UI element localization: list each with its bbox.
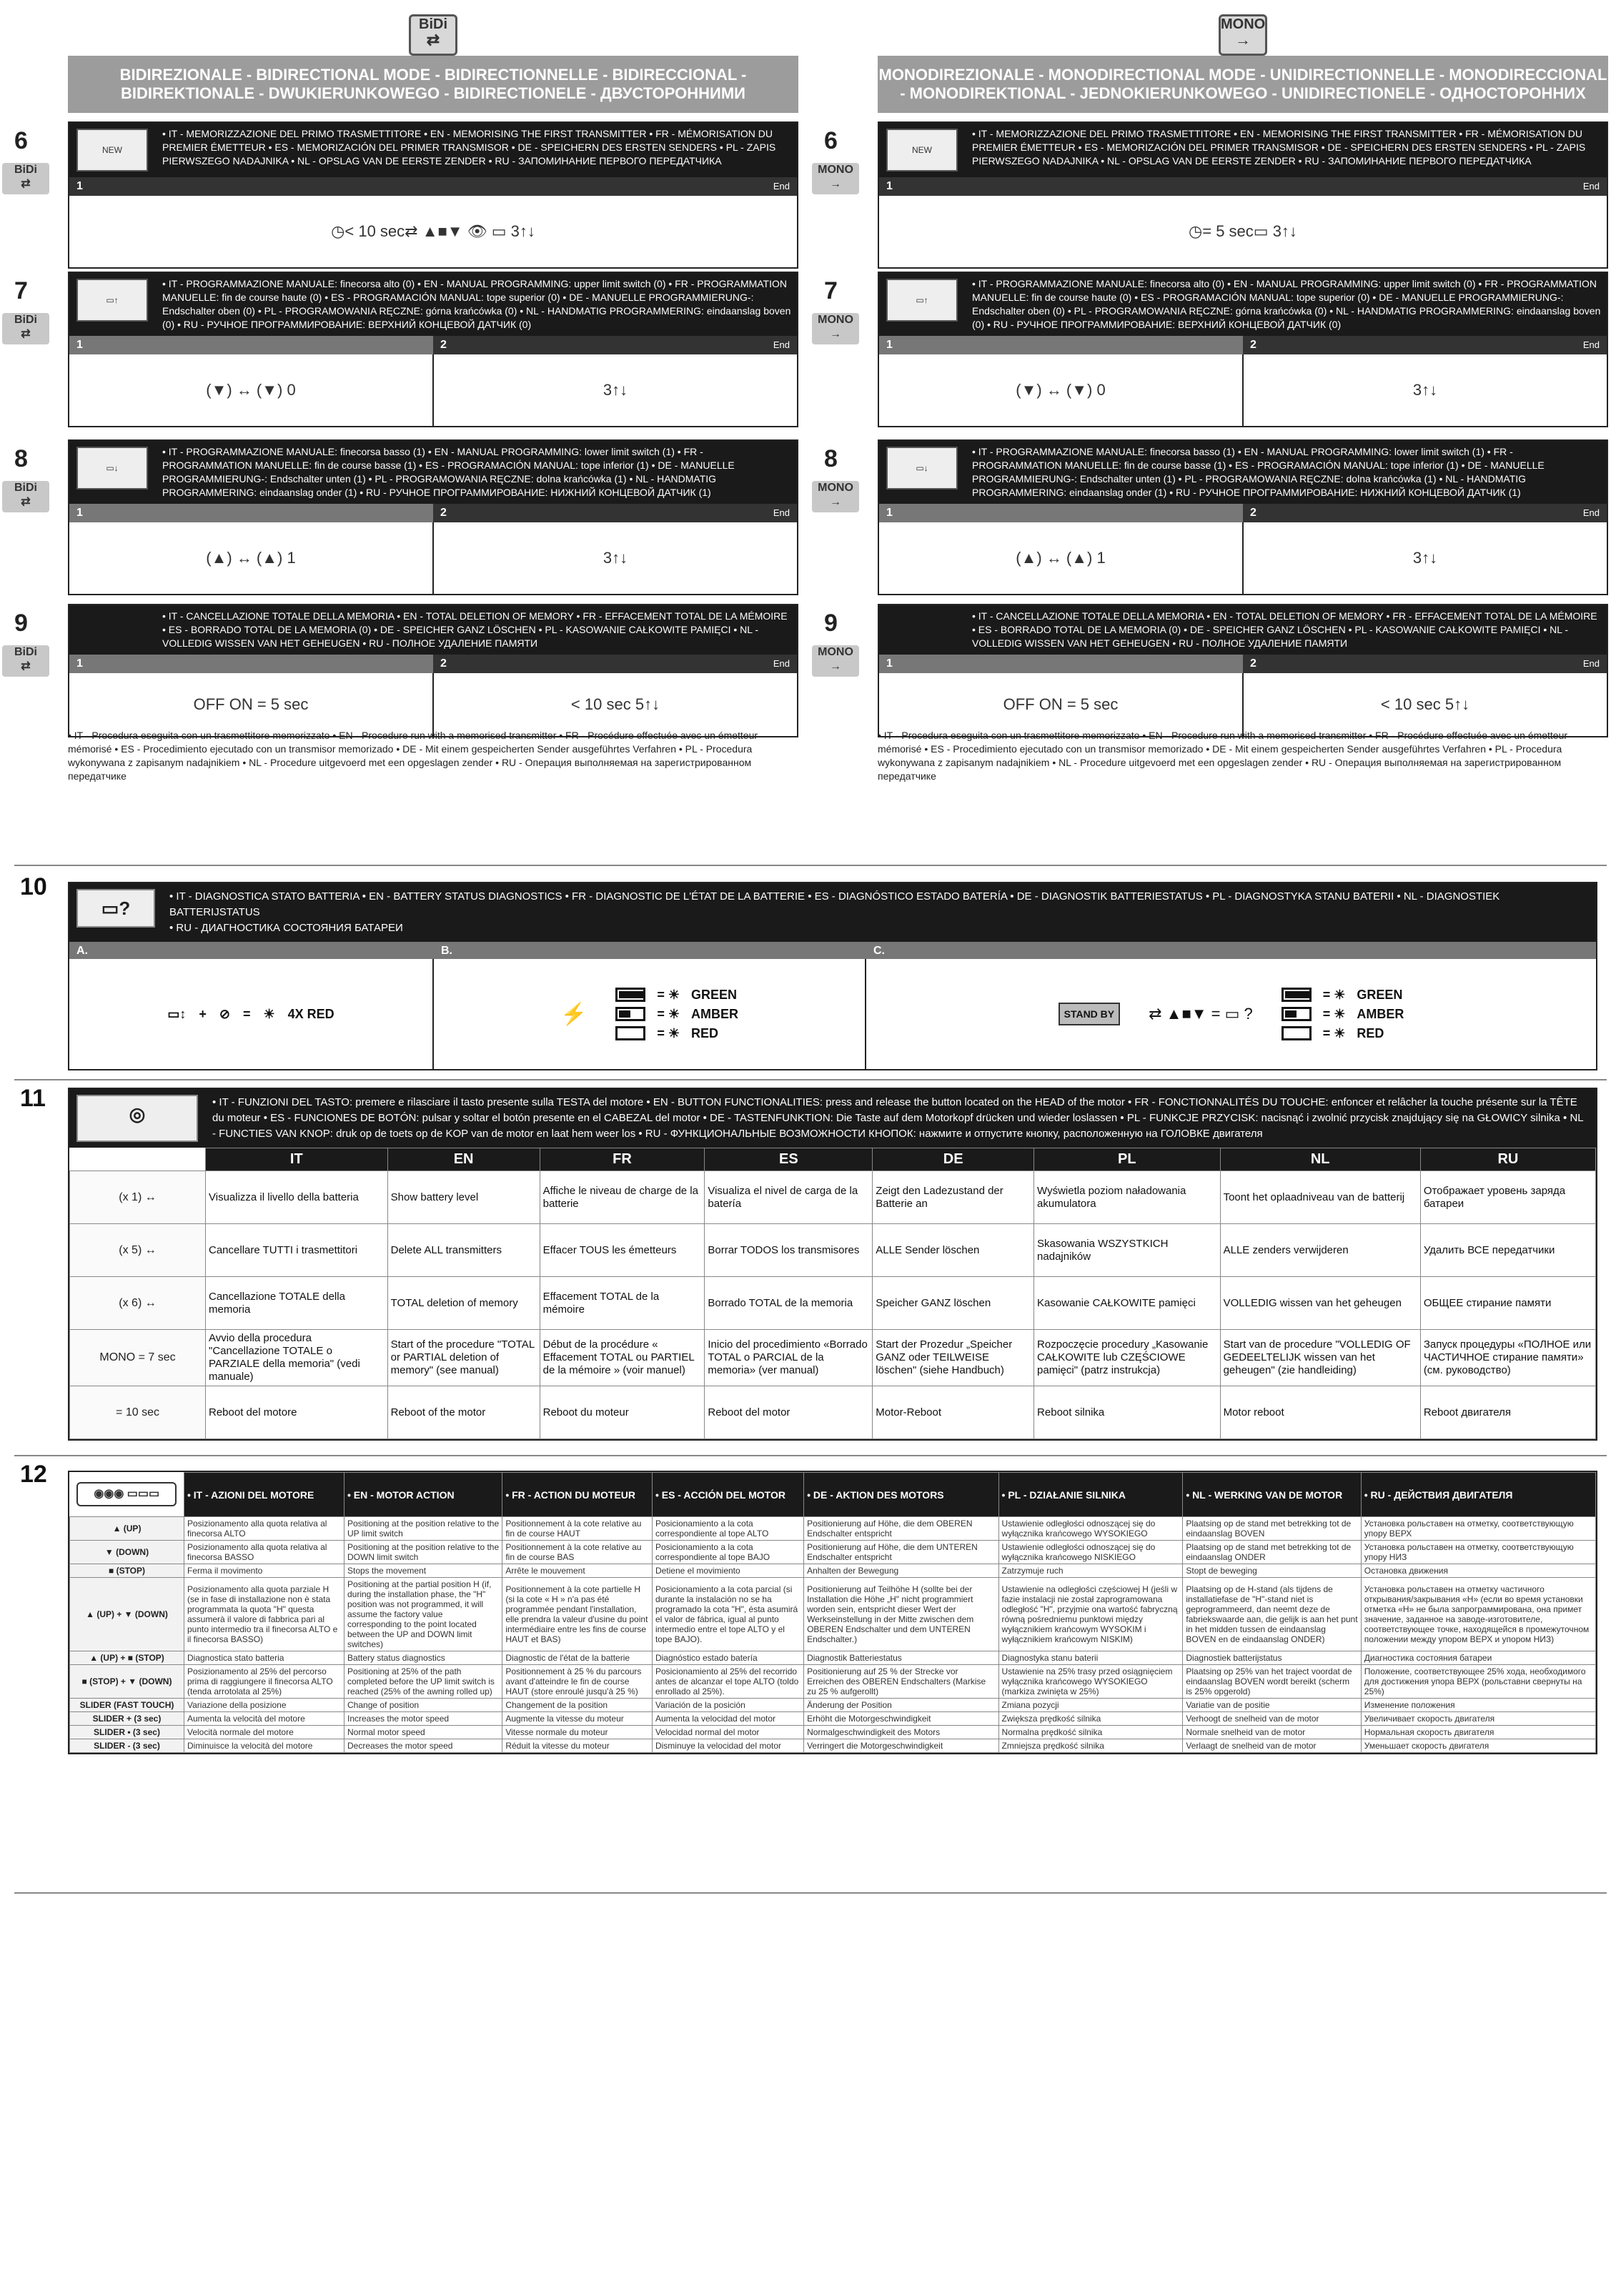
- table-cell: Ustawienie na 25% trasy przed osiągnięciem wyłącznika krańcowego WYSOKIEGO (markiza zwinięta w 25%): [998, 1665, 1183, 1699]
- table-cell: Posizionamento alla quota parziale H (se in fase di installazione non è stata programmata la quota "H" questa assumerà il valore di fabbrica pari al punto intermedio tra il finecorsa ALTO e il finecorsa BASSO): [184, 1578, 344, 1651]
- table-cell: Reboot del motor: [705, 1386, 873, 1439]
- bidi-mini-icon: BiDi ⇄: [2, 163, 49, 194]
- light-icon: ☀: [263, 1006, 275, 1021]
- table-cell: Positionierung auf Höhe, die dem OBEREN Endschalter entspricht: [804, 1517, 998, 1541]
- table-cell: Zmiana pozycji: [998, 1699, 1183, 1712]
- awning-down-icon: ▭↓: [76, 447, 148, 489]
- table-cell: ОБЩЕЕ стирание памяти: [1420, 1277, 1595, 1330]
- table-cell: Diagnostic de l'état de la batterie: [502, 1651, 653, 1665]
- table-cell: Changement de la position: [502, 1699, 653, 1712]
- table-cell: Positioning at the position relative to the UP limit switch: [344, 1517, 502, 1541]
- table-cell: Reboot du moteur: [540, 1386, 705, 1439]
- remote-key-icon: ▲ (UP) + ■ (STOP): [70, 1651, 184, 1665]
- table-cell: Wyświetla poziom naładowania akumulatora: [1034, 1171, 1221, 1224]
- table-cell: Установка рольставен на отметку частичного открывания/закрывания «Н» (если во время установки отметка «Н» не была запрограммирована, она примет значение, заданное на заводе-изготовителе, соответствующее точке, находящейся в промежуточном положении между упором ВЕРХ и упором НИЗ): [1361, 1578, 1595, 1651]
- table-cell: Avvio della procedura "Cancellazione TOTALE o PARZIALE della memoria" (vedi manuale): [206, 1330, 388, 1386]
- table-cell: Variatie van de positie: [1183, 1699, 1361, 1712]
- table-cell: Rozpoczęcie procedury „Kasowanie CAŁKOWITE lub CZĘŚCIOWE pamięci" (patrz instrukcja): [1034, 1330, 1221, 1386]
- lang-header: PL: [1034, 1148, 1221, 1171]
- remote-key-icon: ■ (STOP): [70, 1564, 184, 1578]
- table-cell: Posicionamiento a la cota parcial (si durante la instalación no se ha programado la cota "H", ésta asumirá el valor de fábrica, igual al punto intermedio entre el tope ALTO y el tope BAJO).: [652, 1578, 803, 1651]
- table-row: [70, 1517, 1596, 1541]
- table-cell: Normal motor speed: [344, 1726, 502, 1739]
- lang-header: NL: [1220, 1148, 1420, 1171]
- table-cell: Zatrzymuje ruch: [998, 1564, 1183, 1578]
- remote-key-icon: ■ (STOP) + ▼ (DOWN): [70, 1665, 184, 1699]
- table-cell: Diagnostik Batteriestatus: [804, 1651, 998, 1665]
- table-cell: Normalgeschwindigkeit des Motors: [804, 1726, 998, 1739]
- table-row: [70, 1541, 1596, 1564]
- table-cell: Diagnóstico estado batería: [652, 1651, 803, 1665]
- table-cell: Normalna prędkość silnika: [998, 1726, 1183, 1739]
- battery-empty-icon: ⊘: [219, 1006, 230, 1021]
- mono-badge: MONO →: [1219, 14, 1267, 56]
- remote-key-icon: ▼ (DOWN): [70, 1541, 184, 1564]
- table-cell: Aumenta la velocità del motore: [184, 1712, 344, 1726]
- table-cell: Aumenta la velocidad del motor: [652, 1712, 803, 1726]
- table-cell: Zeigt den Ladezustand der Batterie an: [873, 1171, 1034, 1224]
- table-cell: Start der Prozedur „Speicher GANZ oder TEILWEISE löschen" (siehe Handbuch): [873, 1330, 1034, 1386]
- table-cell: Cancellare TUTTI i trasmettitori: [206, 1224, 388, 1277]
- table-cell: Positionnement à la cote partielle H (si la cote « H » n'a pas été programmée pendant l'installation, elle prendra la valeur d'usine du point intermédiaire entre les fins de course HAUT et BAS): [502, 1578, 653, 1651]
- table-cell: Detiene el movimiento: [652, 1564, 803, 1578]
- table-cell: Остановка движения: [1361, 1564, 1595, 1578]
- motor-head-icon: ◎: [76, 1095, 198, 1142]
- table-cell: Variación de la posición: [652, 1699, 803, 1712]
- table-cell: Start van de procedure "VOLLEDIG OF GEDEELTELIJK wissen van het geheugen" (zie handleiding): [1220, 1330, 1420, 1386]
- table-cell: Speicher GANZ löschen: [873, 1277, 1034, 1330]
- table-cell: Ustawienie odległości odnoszącej się do wyłącznika krańcowego WYSOKIEGO: [998, 1517, 1183, 1541]
- table-cell: Reboot silnika: [1034, 1386, 1221, 1439]
- table-cell: ALLE zenders verwijderen: [1220, 1224, 1420, 1277]
- press-pattern-icon: (x 5) ↔: [70, 1224, 206, 1277]
- table-cell: Ustawienie odległości odnoszącej się do wyłącznika krańcowego NISKIEGO: [998, 1541, 1183, 1564]
- table-cell: Zwiększa prędkość silnika: [998, 1712, 1183, 1726]
- table-cell: Zmniejsza prędkość silnika: [998, 1739, 1183, 1753]
- table-cell: Toont het oplaadniveau van de batterij: [1220, 1171, 1420, 1224]
- table-cell: Disminuye la velocidad del motor: [652, 1739, 803, 1753]
- table-cell: Posicionamiento a la cota correspondiente al tope BAJO: [652, 1541, 803, 1564]
- table-cell: Borrar TODOS los transmisores: [705, 1224, 873, 1277]
- table-cell: Удалить ВСЕ передатчики: [1420, 1224, 1595, 1277]
- table-row: [70, 1171, 1596, 1224]
- press-pattern-icon: (x 1) ↔: [70, 1171, 206, 1224]
- bidi-badge: BiDi ⇄: [409, 14, 457, 56]
- table-row: [70, 1726, 1596, 1739]
- table-cell: Kasowanie CAŁKOWITE pamięci: [1034, 1277, 1221, 1330]
- bidi-title: BIDIREZIONALE - BIDIRECTIONAL MODE - BIDIRECTIONNELLE - BIDIRECCIONAL - BIDIREKTIONALE - DWUKIERUNKOWEGO - BIDIRECTIONELE - ДВУСТОРОННИМИ: [68, 56, 798, 113]
- table-cell: Reboot del motore: [206, 1386, 388, 1439]
- table-cell: Delete ALL transmitters: [387, 1224, 540, 1277]
- lang-header: ES: [705, 1148, 873, 1171]
- table-cell: Arrête le mouvement: [502, 1564, 653, 1578]
- right-arrow-icon: →: [1235, 31, 1251, 49]
- remote-key-icon: SLIDER (FAST TOUCH): [70, 1699, 184, 1712]
- table-cell: Posicionamiento a la cota correspondiente al tope ALTO: [652, 1517, 803, 1541]
- table-cell: Plaatsing op de stand met betrekking tot de eindaanslag ONDER: [1183, 1541, 1361, 1564]
- table-cell: Vitesse normale du moteur: [502, 1726, 653, 1739]
- divider: [14, 1079, 1607, 1080]
- table-row: [70, 1699, 1596, 1712]
- lang-header: • RU - ДЕЙСТВИЯ ДВИГАТЕЛЯ: [1361, 1473, 1595, 1517]
- awning-up-icon: ▭↑: [76, 279, 148, 322]
- lang-header: IT: [206, 1148, 388, 1171]
- table-cell: Velocità normale del motore: [184, 1726, 344, 1739]
- table-cell: Уменьшает скорость двигателя: [1361, 1739, 1595, 1753]
- table-cell: Posicionamiento al 25% del recorrido antes de alcanzar el tope ALTO (toldo enrollado al 25%).: [652, 1665, 803, 1699]
- table-cell: Visualiza el nivel de carga de la batería: [705, 1171, 873, 1224]
- table-row: [70, 1277, 1596, 1330]
- lang-header: • NL - WERKING VAN DE MOTOR: [1183, 1473, 1361, 1517]
- new-transmitter-icon: NEW: [76, 129, 148, 172]
- table-cell: Запуск процедуры «ПОЛНОЕ или ЧАСТИЧНОЕ стирание памяти» (см. руководство): [1420, 1330, 1595, 1386]
- table-cell: Borrado TOTAL de la memoria: [705, 1277, 873, 1330]
- table-row: [70, 1651, 1596, 1665]
- lang-header: • FR - ACTION DU MOTEUR: [502, 1473, 653, 1517]
- table-cell: Posizionamento alla quota relativa al finecorsa ALTO: [184, 1517, 344, 1541]
- standby-button: STAND BY: [1059, 1003, 1121, 1025]
- remote-slider-icon: ◉◉◉ ▭▭▭: [76, 1482, 177, 1506]
- table-cell: Diagnostiek batterijstatus: [1183, 1651, 1361, 1665]
- table-cell: Début de la procédure « Effacement TOTAL ou PARTIEL de la mémoire » (voir manuel): [540, 1330, 705, 1386]
- press-pattern-icon: (x 6) ↔: [70, 1277, 206, 1330]
- table-cell: Positioning at the position relative to the DOWN limit switch: [344, 1541, 502, 1564]
- table-cell: Positioning at 25% of the path completed before the UP limit switch is reached (25% of the awning rolled up): [344, 1665, 502, 1699]
- remote-key-icon: SLIDER • (3 sec): [70, 1726, 184, 1739]
- divider: [14, 865, 1607, 866]
- table-row: [70, 1739, 1596, 1753]
- lang-header: • IT - AZIONI DEL MOTORE: [184, 1473, 344, 1517]
- table-cell: TOTAL deletion of memory: [387, 1277, 540, 1330]
- table-cell: Affiche le niveau de charge de la batterie: [540, 1171, 705, 1224]
- table-cell: Ferma il movimento: [184, 1564, 344, 1578]
- table-cell: Motor reboot: [1220, 1386, 1420, 1439]
- table-cell: Положение, соответствующее 25% хода, необходимого для достижения упора ВЕРХ (рольставни свернуты на 25%): [1361, 1665, 1595, 1699]
- table-cell: Diagnostica stato batteria: [184, 1651, 344, 1665]
- table-cell: Battery status diagnostics: [344, 1651, 502, 1665]
- table-cell: Erhöht die Motorgeschwindigkeit: [804, 1712, 998, 1726]
- table-cell: Variazione della posizione: [184, 1699, 344, 1712]
- table-cell: Reboot двигателя: [1420, 1386, 1595, 1439]
- table-cell: Positionnement à la cote relative au fin de course BAS: [502, 1541, 653, 1564]
- table-cell: Show battery level: [387, 1171, 540, 1224]
- divider: [14, 1892, 1607, 1894]
- table-cell: Réduit la vitesse du moteur: [502, 1739, 653, 1753]
- table-cell: Нормальная скорость двигателя: [1361, 1726, 1595, 1739]
- table-cell: Posizionamento alla quota relativa al finecorsa BASSO: [184, 1541, 344, 1564]
- lang-header: EN: [387, 1148, 540, 1171]
- table-cell: Visualizza il livello della batteria: [206, 1171, 388, 1224]
- table-cell: Diagnostyka stanu baterii: [998, 1651, 1183, 1665]
- table-row: [70, 1224, 1596, 1277]
- table-row: [70, 1578, 1596, 1651]
- table-cell: Plaatsing op de H-stand (als tijdens de installatiefase de "H"-stand niet is geprogrammeerd, dan neemt deze de fabriekswaarde aan, die gelijk is aan het punt in het midden tussen de eindaanslag BOVEN en de eindaanslag ONDER): [1183, 1578, 1361, 1651]
- remote-key-icon: ▲ (UP): [70, 1517, 184, 1541]
- table-cell: Positionnement à 25 % du parcours avant d'atteindre le fin de course HAUT (store enroulé jusqu'à 25 %): [502, 1665, 653, 1699]
- table-cell: Increases the motor speed: [344, 1712, 502, 1726]
- remote-key-icon: SLIDER - (3 sec): [70, 1739, 184, 1753]
- table-cell: Effacement TOTAL de la mémoire: [540, 1277, 705, 1330]
- table-cell: Posizionamento al 25% del percorso prima di raggiungere il finecorsa ALTO (tenda arrotolata al 25%): [184, 1665, 344, 1699]
- table-cell: Verringert die Motorgeschwindigkeit: [804, 1739, 998, 1753]
- press-pattern-icon: MONO = 7 sec: [70, 1330, 206, 1386]
- lang-header: FR: [540, 1148, 705, 1171]
- table-cell: Verlaagt de snelheid van de motor: [1183, 1739, 1361, 1753]
- table-cell: Normale snelheid van de motor: [1183, 1726, 1361, 1739]
- remote-key-icon: SLIDER + (3 sec): [70, 1712, 184, 1726]
- table-cell: Motor-Reboot: [873, 1386, 1034, 1439]
- table-cell: Anhalten der Bewegung: [804, 1564, 998, 1578]
- table-cell: Änderung der Position: [804, 1699, 998, 1712]
- bidi-note: • IT - Procedura eseguita con un trasmettitore memorizzato • EN - Procedure run with a memorised transmitter • FR - Procédure effectuée avec un émetteur mémorisé • ES - Procedimiento ejecutado con un transmisor memorizado • DE - Mit einem gespeicherten Sender ausgeführtes Verfahren • PL - Procedura wykonywana z zapisanym nadajnikiem • NL - Procedure uitgevoerd met een opgeslagen zender • RU - Операция выполняемая на зарегистрированном передатчике: [68, 730, 758, 782]
- table-cell: Увеличивает скорость двигателя: [1361, 1712, 1595, 1726]
- table-cell: Plaatsing op 25% van het traject voordat de eindaanslag BOVEN wordt bereikt (scherm is 25% opgerold): [1183, 1665, 1361, 1699]
- table-row: [70, 1564, 1596, 1578]
- table-cell: ALLE Sender löschen: [873, 1224, 1034, 1277]
- lang-header: • DE - AKTION DES MOTORS: [804, 1473, 998, 1517]
- table-cell: Отображает уровень заряда батареи: [1420, 1171, 1595, 1224]
- timer-icon: ◷ < 10 sec ⇄ ▲■▼ 👁 ▭ 3↑↓: [331, 222, 535, 240]
- table-cell: Positionnement à la cote relative au fin de course HAUT: [502, 1517, 653, 1541]
- table-cell: Изменение положения: [1361, 1699, 1595, 1712]
- table-cell: Skasowania WSZYSTKICH nadajników: [1034, 1224, 1221, 1277]
- table-cell: Diminuisce la velocità del motore: [184, 1739, 344, 1753]
- motor-actions-table: [69, 1472, 1596, 1753]
- lang-header: RU: [1420, 1148, 1595, 1171]
- table-cell: Change of position: [344, 1699, 502, 1712]
- table-cell: Velocidad normal del motor: [652, 1726, 803, 1739]
- table-cell: Plaatsing op de stand met betrekking tot de eindaanslag BOVEN: [1183, 1517, 1361, 1541]
- table-cell: Positionierung auf Teilhöhe H (sollte bei der Installation die Höhe „H" nicht programmiert worden sein, entspricht dieser Wert der Werkseinstellung in der Mitte zwischen dem OBEREN Endschalter und dem UNTEREN Endschalter.): [804, 1578, 998, 1651]
- table-row: [70, 1712, 1596, 1726]
- lang-header: • EN - MOTOR ACTION: [344, 1473, 502, 1517]
- table-cell: Установка рольставен на отметку, соответствующую упору НИЗ: [1361, 1541, 1595, 1564]
- mono-title: MONODIREZIONALE - MONODIRECTIONAL MODE - UNIDIRECTIONNELLE - MONODIRECCIONAL - MONODIREKTIONAL - JEDNOKIERUNKOWEGO - UNIDIRECTIONELE - ОДНОСТОРОННИХ: [878, 56, 1608, 113]
- lang-header: • ES - ACCIÓN DEL MOTOR: [652, 1473, 803, 1517]
- battery-question-icon: ▭?: [76, 889, 155, 928]
- swap-arrows-icon: ⇄: [426, 31, 440, 49]
- table-cell: Decreases the motor speed: [344, 1739, 502, 1753]
- table-cell: Inicio del procedimiento «Borrado TOTAL o PARCIAL de la memoria» (ver manual): [705, 1330, 873, 1386]
- table-cell: Stops the movement: [344, 1564, 502, 1578]
- table-row: [70, 1386, 1596, 1439]
- table-cell: Диагностика состояния батареи: [1361, 1651, 1595, 1665]
- table-cell: Stopt de beweging: [1183, 1564, 1361, 1578]
- table-row: [70, 1330, 1596, 1386]
- battery-charge-icon: ⚡: [560, 1002, 588, 1026]
- press-pattern-icon: = 10 sec: [70, 1386, 206, 1439]
- table-cell: Установка рольставен на отметку, соответствующую упору ВЕРХ: [1361, 1517, 1595, 1541]
- table-cell: Positioning at the partial position H (if, during the installation phase, the "H" position was not programmed, it will assume the factory value corresponding to the point located between the UP and DOWN limit switches): [344, 1578, 502, 1651]
- table-cell: Ustawienie na odległości częściowej H (jeśli w fazie instalacji nie został zaprogramowana odległość "H", przyjmie ona wartość fabryczną równą pośredniemu punktowi między wyłącznikiem krańcowym WYSOKIM i wyłącznikiem krańcowym NISKIM): [998, 1578, 1183, 1651]
- table-cell: Cancellazione TOTALE della memoria: [206, 1277, 388, 1330]
- table-cell: VOLLEDIG wissen van het geheugen: [1220, 1277, 1420, 1330]
- lang-header: DE: [873, 1148, 1034, 1171]
- awning-icon: ▭↕: [167, 1006, 187, 1021]
- table-row: [70, 1665, 1596, 1699]
- table-cell: Positionierung auf 25 % der Strecke vor Erreichen des OBEREN Endschalters (Markise zu 25 % aufgerollt): [804, 1665, 998, 1699]
- mono-note: • IT - Procedura eseguita con un trasmettitore memorizzato • EN - Procedure run with a memorised transmitter • FR - Procédure effectuée avec un émetteur mémorisé • ES - Procedimiento ejecutado con un transmisor memorizado • DE - Mit einem gespeicherten Sender ausgeführtes Verfahren • PL - Procedura wykonywana z zapisanym nadajnikiem • NL - Procedure uitgevoerd met een opgeslagen zender • RU - Операция выполняемая на зарегистрированном передатчике: [878, 730, 1568, 782]
- table-cell: Effacer TOUS les émetteurs: [540, 1224, 705, 1277]
- divider: [14, 1455, 1607, 1456]
- table-cell: Start of the procedure "TOTAL or PARTIAL deletion of memory" (see manual): [387, 1330, 540, 1386]
- table-cell: Reboot of the motor: [387, 1386, 540, 1439]
- table-cell: Positionierung auf Höhe, die dem UNTEREN Endschalter entspricht: [804, 1541, 998, 1564]
- button-functions-table: [69, 1148, 1596, 1439]
- lang-header: • PL - DZIAŁANIE SILNIKA: [998, 1473, 1183, 1517]
- table-cell: Augmente la vitesse du moteur: [502, 1712, 653, 1726]
- remote-key-icon: ▲ (UP) + ▼ (DOWN): [70, 1578, 184, 1651]
- table-cell: Verhoogt de snelheid van de motor: [1183, 1712, 1361, 1726]
